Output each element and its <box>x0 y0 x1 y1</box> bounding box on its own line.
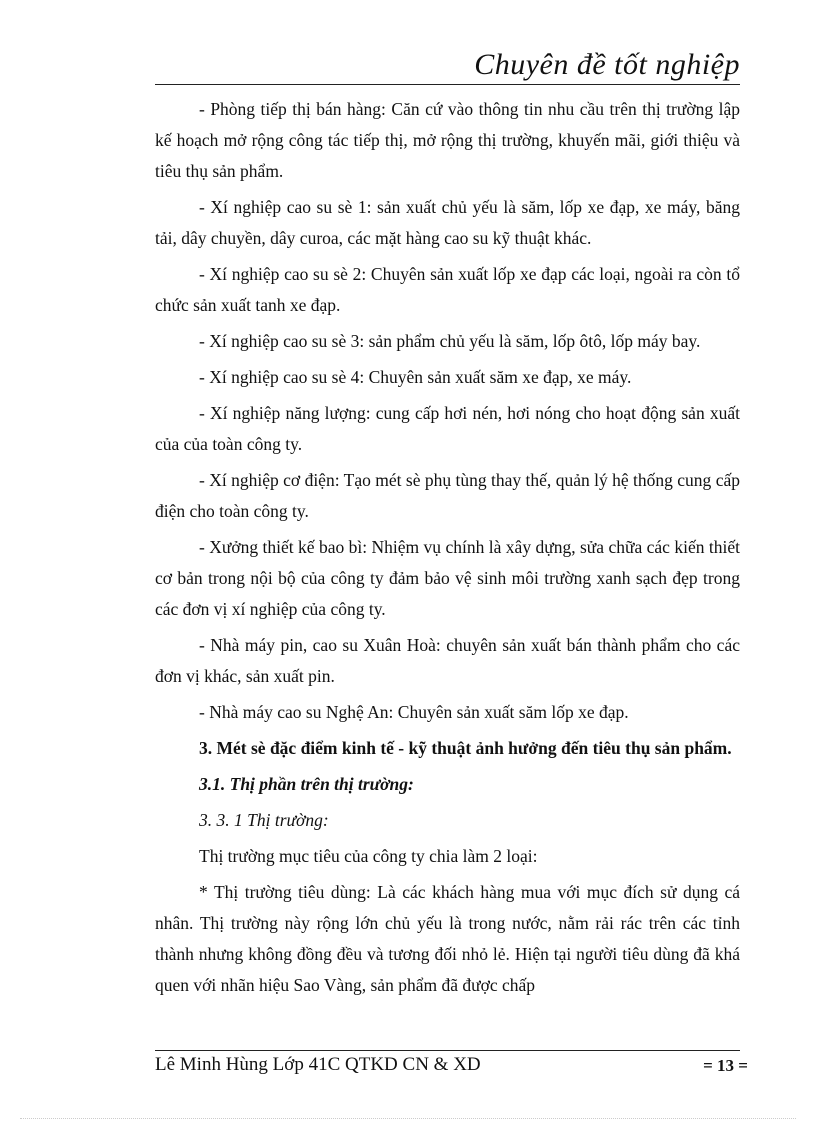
footer-divider <box>155 1050 740 1051</box>
header-divider <box>155 84 740 85</box>
document-header-title: Chuyên đề tốt nghiệp <box>474 48 740 81</box>
page-bottom-dotted-line <box>20 1118 796 1119</box>
paragraph-factory-2: - Xí nghiệp cao su sè 2: Chuyên sản xuất lốp xe đạp các loại, ngoài ra còn tổ chức sản xuất tanh xe đạp. <box>155 264 740 315</box>
paragraph-sales-department: - Phòng tiếp thị bán hàng: Căn cứ vào thông tin nhu cầu trên thị trường lập kế hoạch mở rộng công tác tiếp thị, mở rộng thị trường, khuyến mãi, giới thiệu và tiêu thụ sản phẩm. <box>155 99 740 181</box>
section-heading: 3. Mét sè đặc điểm kinh tế - kỹ thuật ảnh hưởng đến tiêu thụ sản phẩm. <box>199 738 732 758</box>
document-body <box>155 94 740 1001</box>
paragraph-factory-3: - Xí nghiệp cao su sè 3: sản phẩm chủ yếu là săm, lốp ôtô, lốp máy bay. <box>199 331 701 351</box>
subsection-heading: 3.1. Thị phần trên thị trường: <box>199 774 414 794</box>
page-number: = 13 = <box>703 1056 748 1075</box>
paragraph-mechanical-factory: - Xí nghiệp cơ điện: Tạo mét sè phụ tùng thay thế, quản lý hệ thống cung cấp điện cho toàn công ty. <box>155 470 740 521</box>
paragraph-factory-4: - Xí nghiệp cao su sè 4: Chuyên sản xuất săm xe đạp, xe máy. <box>199 367 632 387</box>
paragraph-xuan-hoa-plant: - Nhà máy pin, cao su Xuân Hoà: chuyên sản xuất bán thành phẩm cho các đơn vị khác, sản xuất pin. <box>155 635 740 686</box>
footer-author: Lê Minh Hùng Lớp 41C QTKD CN & XD <box>155 1054 481 1075</box>
paragraph-energy-factory: - Xí nghiệp năng lượng: cung cấp hơi nén, hơi nóng cho hoạt động sản xuất của của toàn công ty. <box>155 403 740 454</box>
paragraph-factory-1: - Xí nghiệp cao su sè 1: sản xuất chủ yếu là săm, lốp xe đạp, xe máy, băng tải, dây chuyền, dây curoa, các mặt hàng cao su kỹ thuật khác. <box>155 197 740 248</box>
paragraph-packaging-workshop: - Xưởng thiết kế bao bì: Nhiệm vụ chính là xây dựng, sửa chữa các kiến thiết cơ bản trong nội bộ của công ty đảm bảo vệ sinh môi trường xanh sạch đẹp trong các đơn vị xí nghiệp của công ty. <box>155 537 740 619</box>
paragraph-nghe-an-plant: - Nhà máy cao su Nghệ An: Chuyên sản xuất săm lốp xe đạp. <box>199 702 629 722</box>
paragraph-consumer-market: * Thị trường tiêu dùng: Là các khách hàng mua với mục đích sử dụng cá nhân. Thị trường này rộng lớn chủ yếu là trong nước, nằm rải rác trên các tỉnh thành nhưng không đồng đều và tương đối nhỏ lẻ. Hiện tại người tiêu dùng đã khá quen với nhãn hiệu Sao Vàng, sản phẩm đã được chấp <box>155 882 740 995</box>
paragraph-target-market-intro: Thị trường mục tiêu của công ty chia làm 2 loại: <box>199 846 538 866</box>
subsubsection-heading: 3. 3. 1 Thị trường: <box>199 810 329 830</box>
